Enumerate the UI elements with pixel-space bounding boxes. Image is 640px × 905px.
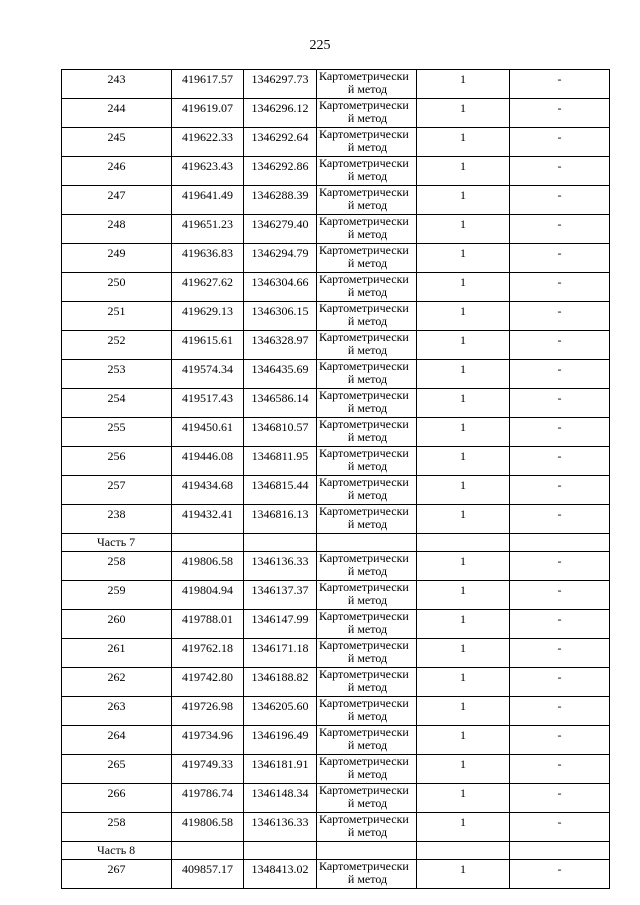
table-body <box>62 70 610 889</box>
method-line-1: Картометрически <box>319 359 409 373</box>
x-coordinate-cell: 419786.74 <box>172 784 244 813</box>
method-cell <box>317 726 417 755</box>
point-number-cell: 259 <box>62 581 172 610</box>
table-row <box>62 610 610 639</box>
x-coordinate-cell: 419619.07 <box>172 99 244 128</box>
accuracy-cell: 1 <box>417 552 510 581</box>
y-coordinate-cell: 1346196.49 <box>244 726 317 755</box>
description-cell: - <box>510 157 610 186</box>
method-line-1: Картометрически <box>319 475 409 489</box>
point-number-cell: 247 <box>62 186 172 215</box>
y-coordinate-cell: 1346288.39 <box>244 186 317 215</box>
point-number-cell: 250 <box>62 273 172 302</box>
description-cell: - <box>510 552 610 581</box>
method-line-2: й метод <box>347 256 388 270</box>
x-coordinate-cell: 419434.68 <box>172 476 244 505</box>
y-coordinate-cell: 1346171.18 <box>244 639 317 668</box>
method-cell <box>317 813 417 842</box>
section-row <box>62 842 610 860</box>
method-line-2: й метод <box>347 651 388 665</box>
table-row <box>62 505 610 534</box>
description-cell: - <box>510 610 610 639</box>
method-cell <box>317 215 417 244</box>
x-coordinate-cell: 419806.58 <box>172 813 244 842</box>
empty-cell <box>172 842 244 860</box>
method-line-1: Картометрически <box>319 638 409 652</box>
table-row <box>62 813 610 842</box>
y-coordinate-cell: 1346188.82 <box>244 668 317 697</box>
method-cell <box>317 581 417 610</box>
method-line-2: й метод <box>347 767 388 781</box>
x-coordinate-cell: 419651.23 <box>172 215 244 244</box>
method-cell <box>317 784 417 813</box>
accuracy-cell: 1 <box>417 610 510 639</box>
table-row <box>62 784 610 813</box>
point-number-cell: 257 <box>62 476 172 505</box>
method-line-1: Картометрически <box>319 609 409 623</box>
method-line-1: Картометрически <box>319 725 409 739</box>
method-cell <box>317 639 417 668</box>
y-coordinate-cell: 1346292.64 <box>244 128 317 157</box>
empty-cell <box>172 534 244 552</box>
method-cell <box>317 331 417 360</box>
method-line-1: Картометрически <box>319 214 409 228</box>
table-row <box>62 639 610 668</box>
accuracy-cell: 1 <box>417 755 510 784</box>
description-cell: - <box>510 813 610 842</box>
point-number-cell: 245 <box>62 128 172 157</box>
x-coordinate-cell: 419450.61 <box>172 418 244 447</box>
section-row <box>62 534 610 552</box>
accuracy-cell: 1 <box>417 302 510 331</box>
y-coordinate-cell: 1346435.69 <box>244 360 317 389</box>
y-coordinate-cell: 1346279.40 <box>244 215 317 244</box>
method-cell <box>317 389 417 418</box>
method-cell <box>317 302 417 331</box>
table-row <box>62 726 610 755</box>
x-coordinate-cell: 419629.13 <box>172 302 244 331</box>
description-cell: - <box>510 331 610 360</box>
y-coordinate-cell: 1346811.95 <box>244 447 317 476</box>
accuracy-cell: 1 <box>417 860 510 889</box>
method-cell <box>317 418 417 447</box>
method-line-2: й метод <box>347 285 388 299</box>
coordinates-table <box>61 69 610 889</box>
table-row <box>62 302 610 331</box>
method-cell <box>317 447 417 476</box>
method-cell <box>317 99 417 128</box>
point-number-cell: 266 <box>62 784 172 813</box>
x-coordinate-cell: 419742.80 <box>172 668 244 697</box>
method-line-2: й метод <box>347 82 388 96</box>
y-coordinate-cell: 1346148.34 <box>244 784 317 813</box>
description-cell: - <box>510 476 610 505</box>
method-cell <box>317 476 417 505</box>
accuracy-cell: 1 <box>417 128 510 157</box>
method-cell <box>317 755 417 784</box>
method-cell <box>317 244 417 273</box>
description-cell: - <box>510 99 610 128</box>
description-cell: - <box>510 581 610 610</box>
method-line-1: Картометрически <box>319 98 409 112</box>
empty-cell <box>417 534 510 552</box>
table-row <box>62 552 610 581</box>
table-row <box>62 668 610 697</box>
method-line-1: Картометрически <box>319 301 409 315</box>
x-coordinate-cell: 419623.43 <box>172 157 244 186</box>
accuracy-cell: 1 <box>417 389 510 418</box>
method-line-2: й метод <box>347 314 388 328</box>
method-line-2: й метод <box>347 169 388 183</box>
point-number-cell: 267 <box>62 860 172 889</box>
method-line-2: й метод <box>347 564 388 578</box>
x-coordinate-cell: 419806.58 <box>172 552 244 581</box>
point-number-cell: 262 <box>62 668 172 697</box>
description-cell: - <box>510 389 610 418</box>
x-coordinate-cell: 419574.34 <box>172 360 244 389</box>
point-number-cell: 238 <box>62 505 172 534</box>
method-cell <box>317 552 417 581</box>
method-line-1: Картометрически <box>319 417 409 431</box>
method-line-1: Картометрически <box>319 272 409 286</box>
method-cell <box>317 668 417 697</box>
method-cell <box>317 697 417 726</box>
page-number: 225 <box>309 38 331 53</box>
empty-cell <box>417 842 510 860</box>
table-row <box>62 331 610 360</box>
y-coordinate-cell: 1348413.02 <box>244 860 317 889</box>
empty-cell <box>317 534 417 552</box>
method-line-2: й метод <box>347 622 388 636</box>
description-cell: - <box>510 668 610 697</box>
accuracy-cell: 1 <box>417 331 510 360</box>
method-line-1: Картометрически <box>319 754 409 768</box>
method-line-1: Картометрически <box>319 388 409 402</box>
y-coordinate-cell: 1346292.86 <box>244 157 317 186</box>
accuracy-cell: 1 <box>417 215 510 244</box>
method-cell <box>317 186 417 215</box>
point-number-cell: 243 <box>62 70 172 99</box>
accuracy-cell: 1 <box>417 476 510 505</box>
method-line-1: Картометрически <box>319 156 409 170</box>
x-coordinate-cell: 419749.33 <box>172 755 244 784</box>
y-coordinate-cell: 1346294.79 <box>244 244 317 273</box>
point-number-cell: 253 <box>62 360 172 389</box>
method-line-2: й метод <box>347 198 388 212</box>
point-number-cell: 263 <box>62 697 172 726</box>
x-coordinate-cell: 419615.61 <box>172 331 244 360</box>
point-number-cell: 260 <box>62 610 172 639</box>
method-cell <box>317 860 417 889</box>
table-row <box>62 273 610 302</box>
y-coordinate-cell: 1346147.99 <box>244 610 317 639</box>
method-line-2: й метод <box>347 825 388 839</box>
y-coordinate-cell: 1346586.14 <box>244 389 317 418</box>
method-line-2: й метод <box>347 738 388 752</box>
method-line-2: й метод <box>347 430 388 444</box>
table-row <box>62 244 610 273</box>
method-cell <box>317 70 417 99</box>
y-coordinate-cell: 1346296.12 <box>244 99 317 128</box>
description-cell: - <box>510 697 610 726</box>
empty-cell <box>510 534 610 552</box>
x-coordinate-cell: 419617.57 <box>172 70 244 99</box>
table-row <box>62 215 610 244</box>
method-cell <box>317 128 417 157</box>
accuracy-cell: 1 <box>417 668 510 697</box>
table-row <box>62 389 610 418</box>
method-line-1: Картометрически <box>319 696 409 710</box>
point-number-cell: 256 <box>62 447 172 476</box>
method-line-2: й метод <box>347 872 388 886</box>
method-line-1: Картометрически <box>319 243 409 257</box>
x-coordinate-cell: 419734.96 <box>172 726 244 755</box>
table-row <box>62 860 610 889</box>
method-line-2: й метод <box>347 459 388 473</box>
x-coordinate-cell: 419622.33 <box>172 128 244 157</box>
point-number-cell: 248 <box>62 215 172 244</box>
accuracy-cell: 1 <box>417 157 510 186</box>
table-row <box>62 70 610 99</box>
description-cell: - <box>510 128 610 157</box>
description-cell: - <box>510 302 610 331</box>
point-number-cell: 264 <box>62 726 172 755</box>
method-line-2: й метод <box>347 680 388 694</box>
x-coordinate-cell: 409857.17 <box>172 860 244 889</box>
accuracy-cell: 1 <box>417 99 510 128</box>
y-coordinate-cell: 1346136.33 <box>244 552 317 581</box>
description-cell: - <box>510 70 610 99</box>
point-number-cell: 246 <box>62 157 172 186</box>
method-line-1: Картометрически <box>319 504 409 518</box>
point-number-cell: 261 <box>62 639 172 668</box>
point-number-cell: 254 <box>62 389 172 418</box>
method-line-2: й метод <box>347 401 388 415</box>
y-coordinate-cell: 1346137.37 <box>244 581 317 610</box>
section-label: Часть 7 <box>62 534 172 552</box>
table-row <box>62 186 610 215</box>
description-cell: - <box>510 360 610 389</box>
y-coordinate-cell: 1346136.33 <box>244 813 317 842</box>
empty-cell <box>244 842 317 860</box>
table-row <box>62 447 610 476</box>
accuracy-cell: 1 <box>417 273 510 302</box>
method-cell <box>317 157 417 186</box>
point-number-cell: 249 <box>62 244 172 273</box>
section-label: Часть 8 <box>62 842 172 860</box>
x-coordinate-cell: 419762.18 <box>172 639 244 668</box>
accuracy-cell: 1 <box>417 697 510 726</box>
method-line-2: й метод <box>347 343 388 357</box>
description-cell: - <box>510 186 610 215</box>
point-number-cell: 252 <box>62 331 172 360</box>
y-coordinate-cell: 1346306.15 <box>244 302 317 331</box>
x-coordinate-cell: 419432.41 <box>172 505 244 534</box>
method-line-2: й метод <box>347 140 388 154</box>
description-cell: - <box>510 244 610 273</box>
description-cell: - <box>510 505 610 534</box>
y-coordinate-cell: 1346816.13 <box>244 505 317 534</box>
empty-cell <box>244 534 317 552</box>
accuracy-cell: 1 <box>417 244 510 273</box>
table-row <box>62 476 610 505</box>
table-row <box>62 157 610 186</box>
description-cell: - <box>510 273 610 302</box>
x-coordinate-cell: 419641.49 <box>172 186 244 215</box>
description-cell: - <box>510 418 610 447</box>
method-cell <box>317 610 417 639</box>
method-line-1: Картометрически <box>319 330 409 344</box>
method-line-2: й метод <box>347 111 388 125</box>
y-coordinate-cell: 1346328.97 <box>244 331 317 360</box>
x-coordinate-cell: 419627.62 <box>172 273 244 302</box>
point-number-cell: 244 <box>62 99 172 128</box>
y-coordinate-cell: 1346304.66 <box>244 273 317 302</box>
table-row <box>62 128 610 157</box>
accuracy-cell: 1 <box>417 70 510 99</box>
table-row <box>62 697 610 726</box>
method-line-2: й метод <box>347 372 388 386</box>
description-cell: - <box>510 215 610 244</box>
accuracy-cell: 1 <box>417 186 510 215</box>
method-line-2: й метод <box>347 593 388 607</box>
x-coordinate-cell: 419726.98 <box>172 697 244 726</box>
accuracy-cell: 1 <box>417 784 510 813</box>
accuracy-cell: 1 <box>417 726 510 755</box>
table-row <box>62 360 610 389</box>
method-line-1: Картометрически <box>319 446 409 460</box>
method-cell <box>317 360 417 389</box>
description-cell: - <box>510 447 610 476</box>
x-coordinate-cell: 419636.83 <box>172 244 244 273</box>
empty-cell <box>510 842 610 860</box>
point-number-cell: 255 <box>62 418 172 447</box>
description-cell: - <box>510 755 610 784</box>
method-line-1: Картометрически <box>319 859 409 873</box>
table-row <box>62 755 610 784</box>
method-line-1: Картометрически <box>319 127 409 141</box>
method-line-1: Картометрически <box>319 69 409 83</box>
accuracy-cell: 1 <box>417 505 510 534</box>
method-line-2: й метод <box>347 709 388 723</box>
point-number-cell: 258 <box>62 813 172 842</box>
method-line-1: Картометрически <box>319 185 409 199</box>
x-coordinate-cell: 419804.94 <box>172 581 244 610</box>
y-coordinate-cell: 1346205.60 <box>244 697 317 726</box>
table-row <box>62 418 610 447</box>
method-cell <box>317 273 417 302</box>
accuracy-cell: 1 <box>417 418 510 447</box>
empty-cell <box>317 842 417 860</box>
point-number-cell: 258 <box>62 552 172 581</box>
method-line-1: Картометрически <box>319 667 409 681</box>
method-line-1: Картометрически <box>319 580 409 594</box>
method-line-2: й метод <box>347 227 388 241</box>
method-line-1: Картометрически <box>319 551 409 565</box>
method-line-2: й метод <box>347 488 388 502</box>
x-coordinate-cell: 419446.08 <box>172 447 244 476</box>
table-row <box>62 581 610 610</box>
y-coordinate-cell: 1346815.44 <box>244 476 317 505</box>
accuracy-cell: 1 <box>417 360 510 389</box>
accuracy-cell: 1 <box>417 639 510 668</box>
accuracy-cell: 1 <box>417 581 510 610</box>
method-line-1: Картометрически <box>319 812 409 826</box>
x-coordinate-cell: 419517.43 <box>172 389 244 418</box>
point-number-cell: 251 <box>62 302 172 331</box>
y-coordinate-cell: 1346181.91 <box>244 755 317 784</box>
accuracy-cell: 1 <box>417 813 510 842</box>
y-coordinate-cell: 1346297.73 <box>244 70 317 99</box>
x-coordinate-cell: 419788.01 <box>172 610 244 639</box>
method-cell <box>317 505 417 534</box>
table-row <box>62 99 610 128</box>
method-line-2: й метод <box>347 796 388 810</box>
description-cell: - <box>510 639 610 668</box>
accuracy-cell: 1 <box>417 447 510 476</box>
description-cell: - <box>510 784 610 813</box>
point-number-cell: 265 <box>62 755 172 784</box>
description-cell: - <box>510 726 610 755</box>
y-coordinate-cell: 1346810.57 <box>244 418 317 447</box>
method-line-1: Картометрически <box>319 783 409 797</box>
description-cell: - <box>510 860 610 889</box>
method-line-2: й метод <box>347 517 388 531</box>
